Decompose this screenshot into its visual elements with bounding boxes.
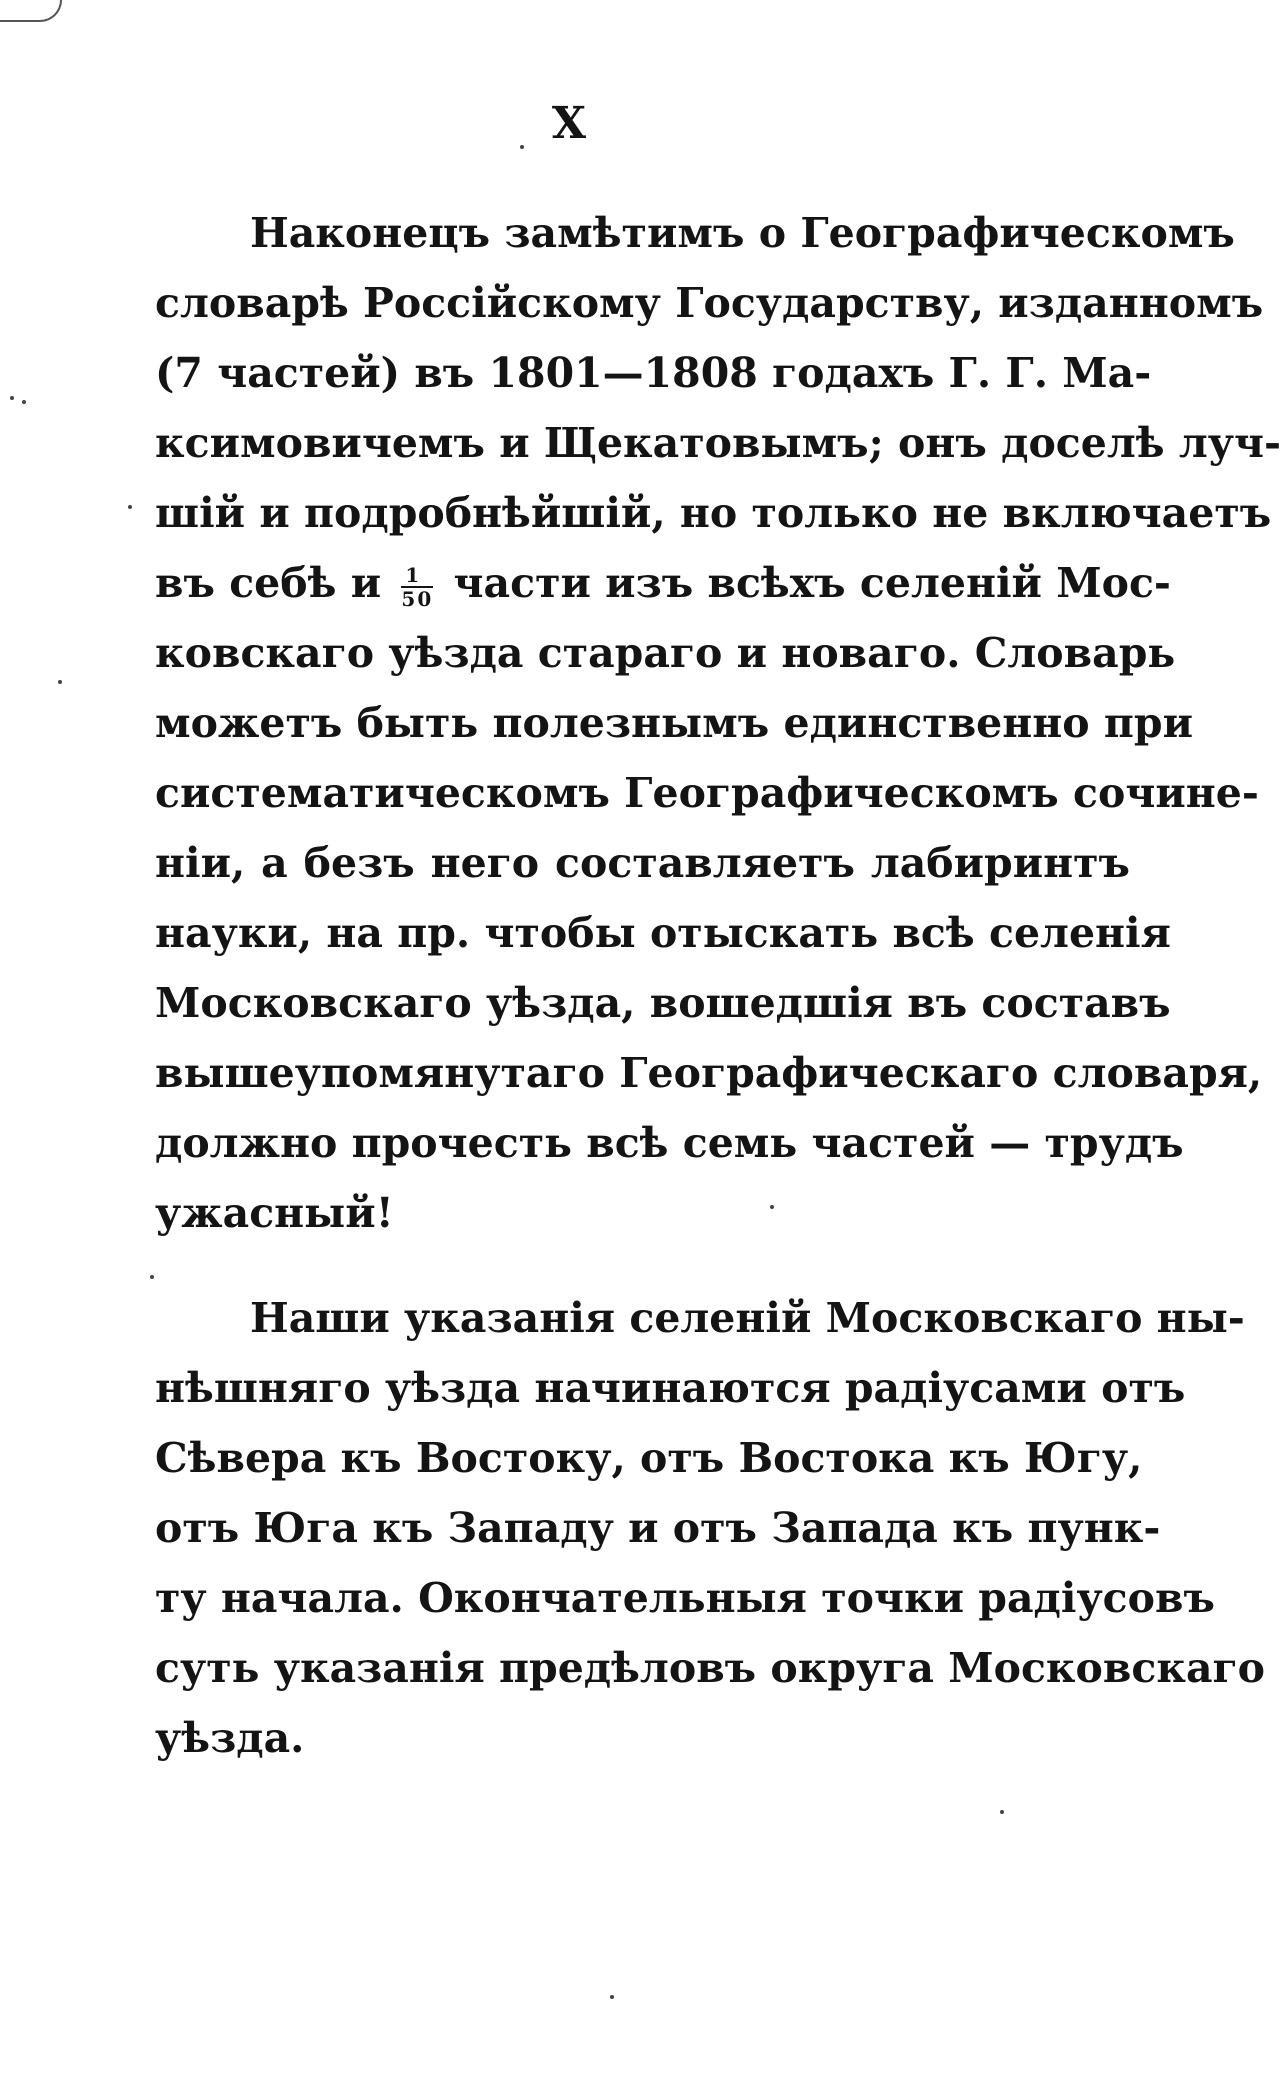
fraction-denominator: 50	[401, 586, 434, 611]
scan-speck	[10, 396, 14, 400]
text-line: нѣшняго уѣзда начинаются радіусами отъ	[155, 1364, 1186, 1412]
text-line: вышеупомянутаго Географическаго словаря,	[155, 1049, 1263, 1097]
scan-speck	[770, 1205, 774, 1209]
paragraph-2	[155, 1283, 1265, 1773]
text-line: ксимовичемъ и Щекатовымъ; онъ доселѣ луч-	[155, 419, 1281, 467]
text-line: суть указанія предѣловъ округа Московскаго	[155, 1644, 1265, 1692]
text-line: систематическомъ Географическомъ сочине-	[155, 769, 1259, 817]
text-line: ковскаго уѣзда стараго и новаго. Словарь	[155, 629, 1176, 677]
page-number: X	[551, 98, 589, 149]
fraction	[401, 562, 434, 611]
text-line: должно прочесть всѣ семь частей — трудъ	[155, 1119, 1184, 1167]
text-line: ніи, а безъ него составляетъ лабиринтъ	[155, 839, 1130, 887]
scan-speck	[1000, 1810, 1004, 1814]
scan-speck	[128, 505, 132, 509]
text-line: (7 частей) въ 1801—1808 годахъ Г. Г. Ма-	[155, 349, 1152, 397]
text-line: уѣзда.	[155, 1714, 305, 1762]
text-line: Наконецъ замѣтимъ о Географическомъ	[250, 209, 1235, 257]
text-line: шій и подробнѣйшій, но только не включаетъ	[155, 489, 1272, 537]
paragraph-1	[155, 198, 1281, 1248]
scan-speck	[150, 1275, 154, 1279]
text-line: Сѣвера къ Востоку, отъ Востока къ Югу,	[155, 1434, 1143, 1482]
text-line-with-fraction	[155, 548, 1171, 618]
text-line-part: части изъ всѣхъ селеній Мос-	[453, 559, 1171, 607]
text-line: Наши указанія селеній Московскаго ны-	[250, 1294, 1245, 1342]
text-line: отъ Юга къ Западу и отъ Запада къ пунк-	[155, 1504, 1161, 1552]
scan-speck	[58, 680, 62, 684]
text-line: ужасный!	[155, 1189, 394, 1237]
scan-speck	[22, 400, 26, 404]
scan-speck	[610, 1995, 614, 1999]
scan-corner-mark	[0, 0, 62, 22]
scan-speck	[520, 145, 524, 149]
text-line: науки, на пр. чтобы отыскать всѣ селенія	[155, 909, 1171, 957]
text-line: словарѣ Россійскому Государству, изданномъ	[155, 279, 1264, 327]
text-line: Московскаго уѣзда, вошедшія въ составъ	[155, 979, 1171, 1027]
text-line-part: въ себѣ и	[155, 559, 382, 607]
fraction-numerator: 1	[401, 565, 433, 588]
text-line: можетъ быть полезнымъ единственно при	[155, 699, 1193, 747]
text-line: ту начала. Окончательныя точки радіусовъ	[155, 1574, 1215, 1622]
